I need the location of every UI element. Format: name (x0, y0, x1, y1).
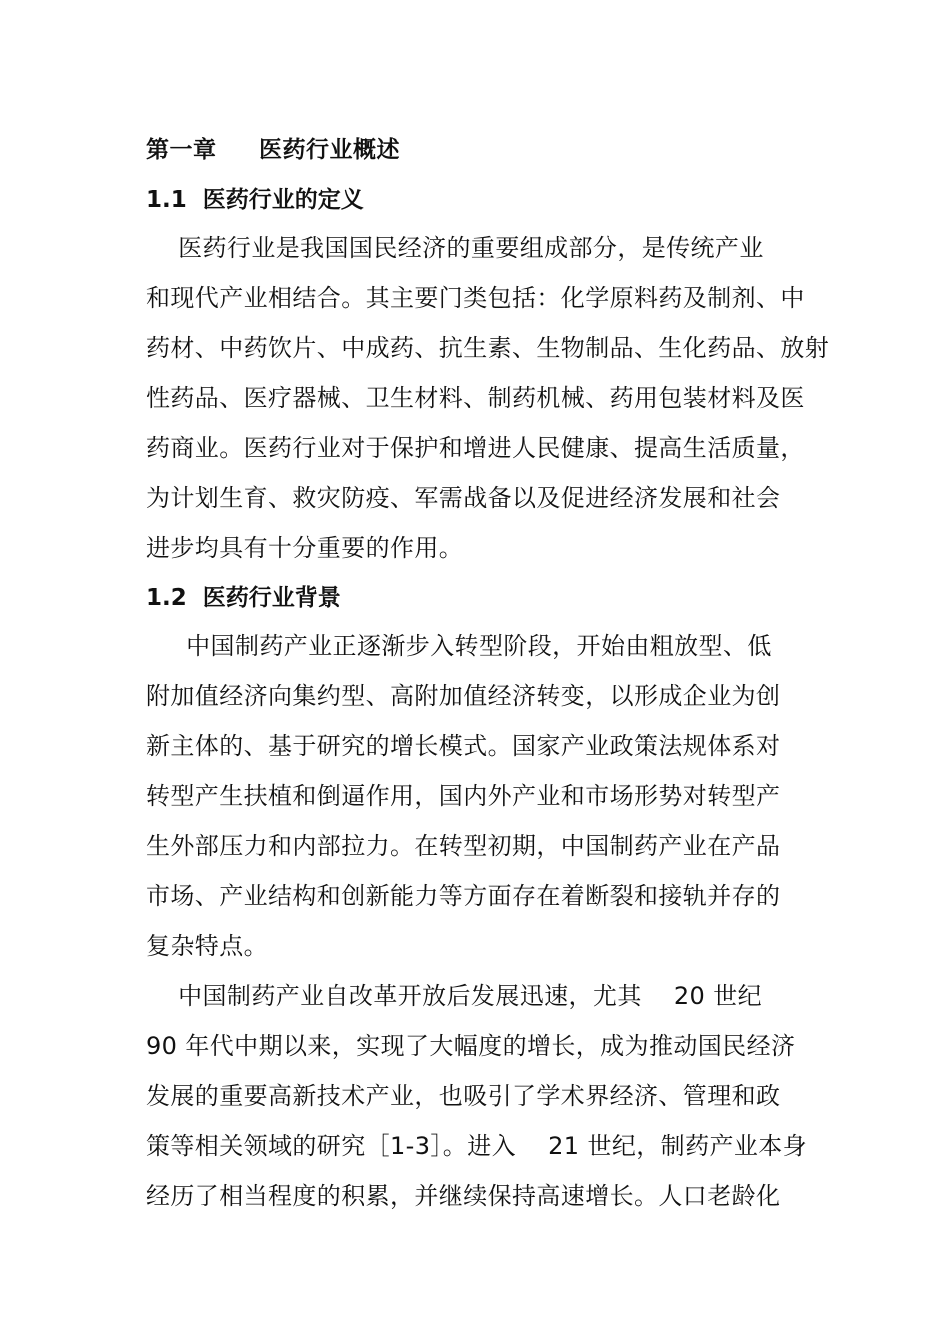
paragraph-line: 90 年代中期以来，实现了大幅度的增长，成为推动国民经济 (146, 1032, 796, 1060)
paragraph-line: 为计划生育、救灾防疫、军需战备以及促进经济发展和社会 (146, 484, 781, 512)
paragraph-line: 策等相关领域的研究［1-3］。进入 21 世纪，制药产业本身 (146, 1132, 808, 1160)
paragraph-line: 性药品、医疗器械、卫生材料、制药机械、药用包装材料及医 (146, 384, 805, 412)
section-heading-1-2: 1.2 医药行业背景 (146, 585, 341, 611)
paragraph-line: 生外部压力和内部拉力。在转型初期，中国制药产业在产品 (146, 832, 781, 860)
paragraph-line: 中国制药产业正逐渐步入转型阶段，开始由粗放型、低 (146, 632, 772, 660)
paragraph-line: 经历了相当程度的积累，并继续保持高速增长。人口老龄化 (146, 1182, 781, 1210)
chapter-title: 第一章 医药行业概述 (146, 137, 401, 163)
paragraph-line: 附加值经济向集约型、高附加值经济转变，以形成企业为创 (146, 682, 781, 710)
section-heading-1-1: 1.1 医药行业的定义 (146, 187, 364, 213)
paragraph-line: 新主体的、基于研究的增长模式。国家产业政策法规体系对 (146, 732, 781, 760)
paragraph-line: 和现代产业相结合。其主要门类包括：化学原料药及制剂、中 (146, 284, 805, 312)
paragraph-line: 复杂特点。 (146, 932, 268, 960)
paragraph-line: 药材、中药饮片、中成药、抗生素、生物制品、生化药品、放射 (146, 334, 830, 362)
paragraph-line: 进步均具有十分重要的作用。 (146, 534, 464, 562)
paragraph-line: 药商业。医药行业对于保护和增进人民健康、提高生活质量， (146, 434, 805, 462)
paragraph-line: 中国制药产业自改革开放后发展迅速，尤其 20 世纪 (146, 982, 762, 1010)
paragraph-line: 医药行业是我国国民经济的重要组成部分，是传统产业 (146, 234, 764, 262)
paragraph-line: 转型产生扶植和倒逼作用，国内外产业和市场形势对转型产 (146, 782, 781, 810)
paragraph-line: 市场、产业结构和创新能力等方面存在着断裂和接轨并存的 (146, 882, 781, 910)
paragraph-line: 发展的重要高新技术产业，也吸引了学术界经济、管理和政 (146, 1082, 781, 1110)
